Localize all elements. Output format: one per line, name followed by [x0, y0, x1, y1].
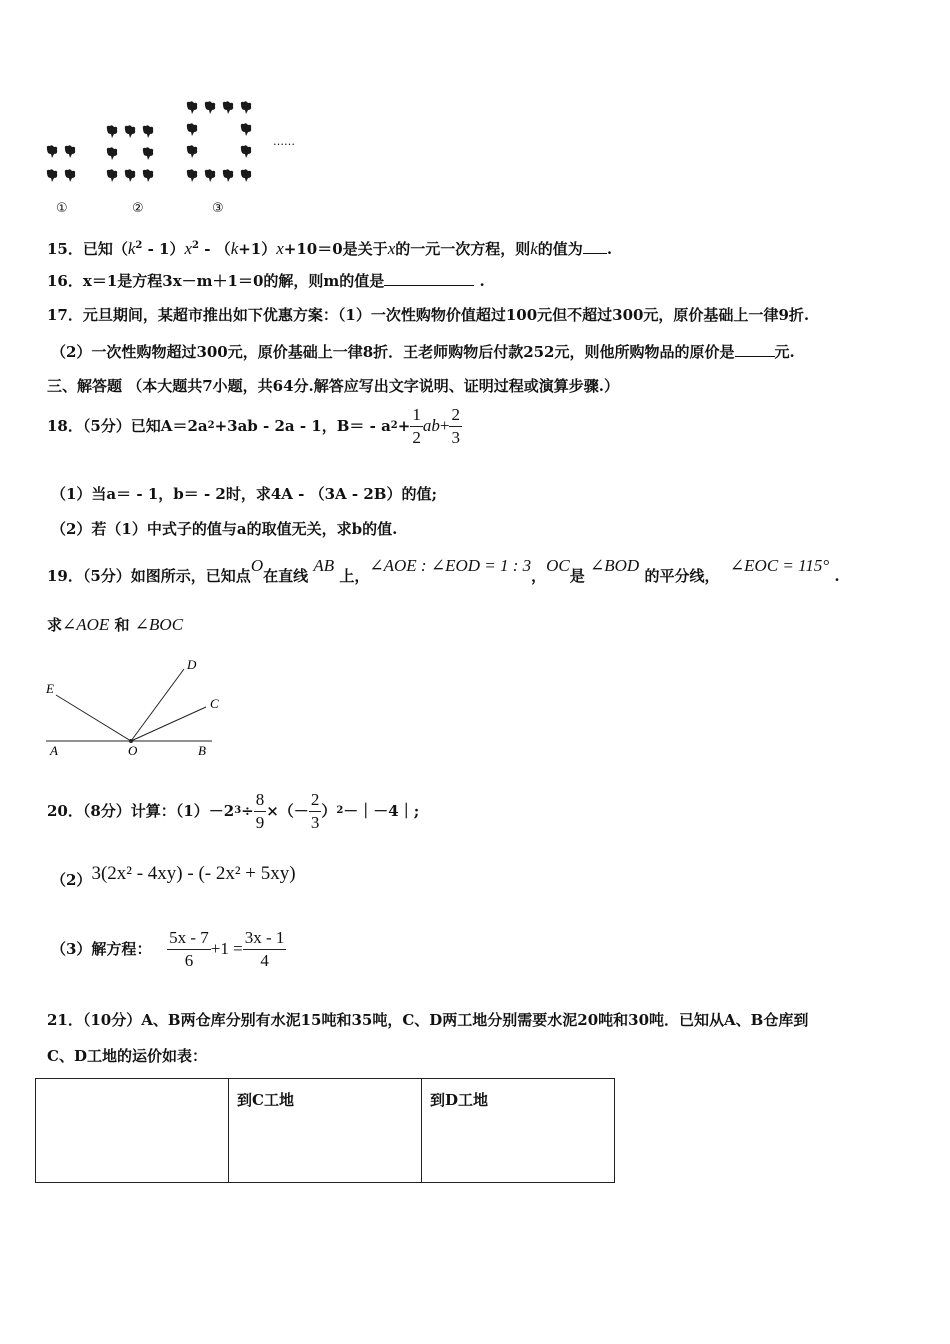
pattern-label-3: ③ [212, 201, 224, 216]
question-16: 16．x＝1是方程3x－m＋1＝0的解，则m的值是 . [47, 272, 485, 290]
question-18: 18．（5分）已知A＝2a 2 +3ab - 2a - 1，B＝ - a 2 + $\frac{1}{2}$ ab + $\frac{2}{3}$ [47, 404, 460, 447]
flower-icon [205, 169, 215, 182]
flower-icon [143, 169, 153, 182]
flower-icon [223, 169, 233, 182]
section-heading: 三、解答题 （本大题共7小题，共64分.解答应写出文字说明、证明过程或演算步骤.） [47, 377, 619, 395]
flower-icon [187, 101, 197, 114]
pattern-label-1: ① [56, 201, 68, 216]
pattern-ellipsis: …… [273, 135, 295, 148]
fraction-two-thirds: $\frac{2}{3}$ [451, 404, 460, 447]
ray-oc [131, 707, 206, 741]
flower-icon [241, 169, 251, 182]
ray-oe [56, 695, 131, 741]
question-19: 19．（5分）如图所示，已知点O在直线 AB 上，∠AOE : ∠EOD = 1 : 3，OC是 ∠BOD 的平分线， ∠EOC = 115° . [47, 556, 840, 585]
pattern-figure [40, 95, 340, 220]
flower-icon [241, 101, 251, 114]
table-header-cell: 到C工地 [229, 1079, 422, 1183]
ray-od [131, 669, 184, 741]
table-header-cell: 到D工地 [422, 1079, 615, 1183]
flower-icon [65, 145, 75, 158]
label-d: D [187, 657, 197, 672]
question-15: 15．已知$(k^2 - 1)x^2 - (k+1)x+10=0$是关于x的一元一次方程，则k的值为 . [47, 239, 613, 258]
angle-figure [40, 655, 230, 765]
answer-blank [735, 342, 775, 357]
question-20-sub3: （3）解方程： $\frac{5x - 7}{6}$ +1 = $\frac{3x - 1}{4}$ [51, 927, 285, 970]
equation-right-fraction: $\frac{3x - 1}{4}$ [244, 927, 285, 970]
fraction-two-thirds: $\frac{2}{3}$ [310, 789, 320, 832]
flower-icon [107, 125, 117, 138]
equation-left-fraction: $\frac{5x - 7}{6}$ [169, 927, 209, 970]
question-21-line2: C、D工地的运价如表： [47, 1047, 207, 1065]
label-a: A [50, 743, 58, 758]
pattern-label-2: ② [132, 201, 144, 216]
flower-icon [65, 169, 75, 182]
label-o: O [128, 743, 138, 758]
flower-icon [125, 125, 135, 138]
fraction-half: $\frac{1}{2}$ [412, 404, 421, 447]
label-b: B [198, 743, 206, 758]
question-19-ask: 求∠AOE 和 ∠BOC [47, 615, 184, 634]
question-20-sub2: （2）3(2x² - 4xy) - (- 2x² + 5xy) [51, 863, 296, 889]
flower-icon [107, 147, 117, 160]
question-17-line2: （2）一次性购物超过300元，原价基础上一律8折．王老师购物后付款252元，则他所购物品的原价是 元. [51, 343, 795, 361]
flower-icon [143, 125, 153, 138]
flower-icon [205, 101, 215, 114]
question-18-sub1: （1）当a＝ - 1，b＝ - 2时，求4A - （3A - 2B）的值; [51, 485, 438, 503]
flower-icon [241, 145, 251, 158]
flower-pattern-svg [40, 95, 340, 220]
flower-icon [187, 145, 197, 158]
label-c: C [210, 696, 219, 711]
flower-icon [223, 101, 233, 114]
flower-icon [241, 123, 251, 136]
table-header-cell [36, 1079, 229, 1183]
flower-icon [107, 169, 117, 182]
freight-table [35, 1078, 615, 1183]
question-17-line1: 17．元旦期间，某超市推出如下优惠方案：（1）一次性购物价值超过100元但不超过300元，原价基础上一律9折. [47, 306, 810, 324]
label-e: E [46, 681, 54, 696]
answer-blank [384, 271, 474, 286]
flower-icon [143, 147, 153, 160]
table-row [36, 1079, 615, 1183]
question-20: 20．（8分）计算：（1）－2 3 ÷ $\frac{8}{9}$ ×（－ $\frac{2}{3}$ ） 2 －｜－4｜; [47, 789, 420, 832]
fraction-eight-ninths: $\frac{8}{9}$ [255, 789, 265, 832]
flower-icon [187, 169, 197, 182]
flower-icon [47, 145, 57, 158]
question-21-line1: 21．（10分）A、B两仓库分别有水泥15吨和35吨，C、D两工地分别需要水泥20吨和30吨．已知从A、B仓库到 [47, 1011, 809, 1029]
question-18-sub2: （2）若（1）中式子的值与a的取值无关，求b的值. [51, 520, 398, 538]
flower-icon [125, 169, 135, 182]
flower-icon [47, 169, 57, 182]
answer-blank [583, 239, 607, 254]
flower-icon [187, 123, 197, 136]
